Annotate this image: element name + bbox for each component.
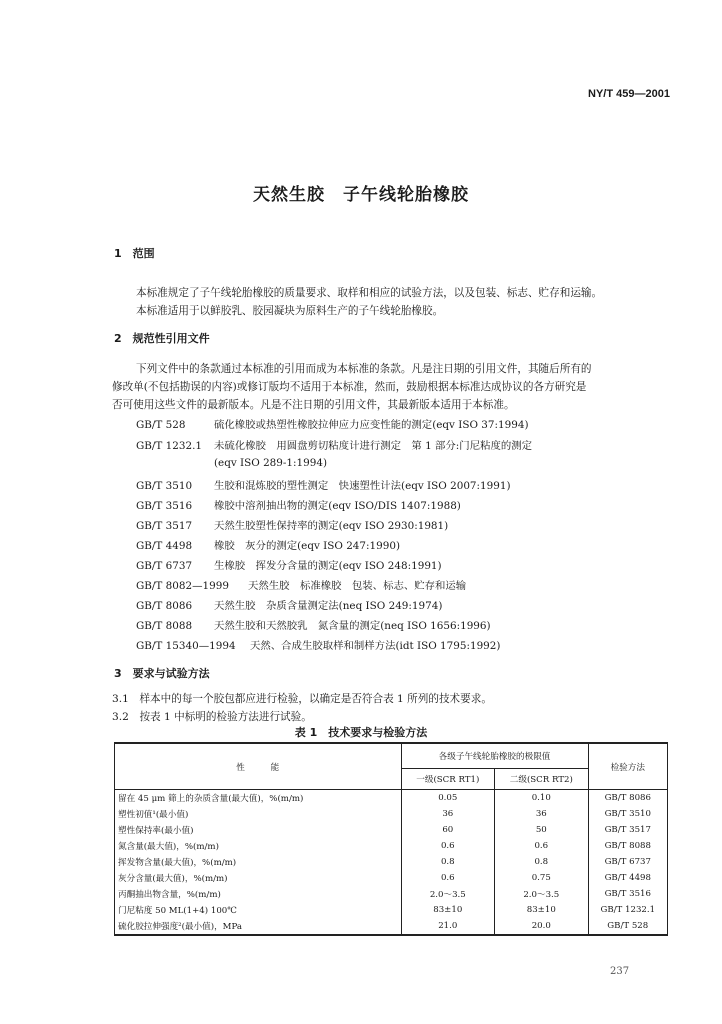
reference-code: GB/T 3516 — [136, 500, 193, 512]
cell-method: GB/T 4498 — [588, 870, 667, 886]
reference-item — [136, 497, 461, 512]
cell-grade2: 0.75 — [495, 870, 589, 886]
section-2-intro-line: 否可使用这些文件的最新版本。凡是不注日期的引用文件，其最新版本适用于本标准。 — [112, 399, 515, 411]
reference-title: 天然生胶 标准橡胶 包装、标志、贮存和运输 — [248, 580, 467, 592]
reference-title: 天然、合成生胶取样和制样方法(idt ISO 1795:1992) — [250, 640, 501, 652]
table-caption: 表 1 技术要求与检验方法 — [294, 726, 428, 739]
cell-method: GB/T 3516 — [588, 886, 667, 902]
table-row — [115, 822, 668, 838]
cell-method: GB/T 8086 — [588, 790, 667, 807]
table-row — [115, 854, 668, 870]
reference-item — [136, 457, 327, 469]
reference-title: 天然生胶 杂质含量测定法(neq ISO 249:1974) — [214, 600, 443, 612]
page-number: 237 — [610, 966, 630, 977]
cell-property: 氮含量(最大值)，%(m/m) — [115, 838, 402, 854]
reference-title: 未硫化橡胶 用圆盘剪切粘度计进行测定 第 1 部分:门尼粘度的测定 — [214, 440, 533, 452]
table-row — [115, 806, 668, 822]
reference-item — [136, 557, 442, 572]
section-2-intro-line: 下列文件中的条款通过本标准的引用而成为本标准的条款。凡是注日期的引用文件，其随后所有的 — [136, 363, 592, 375]
reference-item — [136, 537, 400, 552]
table-row — [115, 838, 668, 854]
reference-code: GB/T 3510 — [136, 480, 193, 492]
cell-grade2: 0.10 — [495, 790, 589, 807]
cell-grade1: 21.0 — [401, 918, 495, 935]
cell-property: 灰分含量(最大值)，%(m/m) — [115, 870, 402, 886]
section-1-paragraph: 本标准适用于以鲜胶乳、胶园凝块为原料生产的子午线轮胎橡胶。 — [136, 305, 444, 317]
cell-grade1: 2.0～3.5 — [401, 886, 495, 902]
cell-grade1: 60 — [401, 822, 495, 838]
section-3-item: 3.1 样本中的每一个胶包都应进行检验，以确定是否符合表 1 所列的技术要求。 — [112, 693, 492, 705]
section-3-item: 3.2 按表 1 中标明的检验方法进行试验。 — [112, 711, 312, 723]
reference-title: (eqv ISO 289-1:1994) — [214, 457, 328, 469]
reference-code: GB/T 6737 — [136, 560, 193, 572]
cell-property: 丙酮抽出物含量，%(m/m) — [115, 886, 402, 902]
reference-item — [136, 437, 532, 452]
section-3-heading: 3 要求与试验方法 — [114, 667, 210, 680]
cell-property: 塑性保持率(最小值) — [115, 822, 402, 838]
header-property: 性 能 — [115, 743, 402, 790]
reference-title: 天然生胶和天然胶乳 氮含量的测定(neq ISO 1656:1996) — [214, 620, 491, 632]
reference-title: 生橡胶 挥发分含量的测定(eqv ISO 248:1991) — [214, 560, 442, 572]
table-row — [115, 870, 668, 886]
reference-title: 橡胶中溶剂抽出物的测定(eqv ISO/DIS 1407:1988) — [214, 500, 461, 512]
cell-method: GB/T 528 — [588, 918, 667, 935]
cell-property: 留在 45 μm 筛上的杂质含量(最大值)，%(m/m) — [115, 790, 402, 807]
header-method: 检验方法 — [588, 743, 667, 790]
reference-title: 生胶和混炼胶的塑性测定 快速塑性计法(eqv ISO 2007:1991) — [214, 480, 511, 492]
cell-method: GB/T 6737 — [588, 854, 667, 870]
cell-grade2: 0.8 — [495, 854, 589, 870]
cell-grade2: 20.0 — [495, 918, 589, 935]
reference-code: GB/T 528 — [136, 419, 186, 431]
cell-grade1: 0.05 — [401, 790, 495, 807]
reference-code: GB/T 15340—1994 — [136, 640, 236, 652]
cell-grade2: 50 — [495, 822, 589, 838]
reference-code: GB/T 3517 — [136, 520, 193, 532]
section-2-heading: 2 规范性引用文件 — [114, 332, 210, 345]
reference-title: 天然生胶塑性保持率的测定(eqv ISO 2930:1981) — [214, 520, 449, 532]
header-grade2: 二级(SCR RT2) — [495, 769, 589, 790]
cell-property: 挥发物含量(最大值)，%(m/m) — [115, 854, 402, 870]
reference-code: GB/T 8088 — [136, 620, 193, 632]
cell-grade2: 36 — [495, 806, 589, 822]
reference-code: GB/T 8086 — [136, 600, 193, 612]
reference-item — [136, 617, 491, 632]
cell-grade1: 83±10 — [401, 902, 495, 918]
cell-property: 门尼粘度 50 ML(1+4) 100℃ — [115, 902, 402, 918]
cell-method: GB/T 1232.1 — [588, 902, 667, 918]
reference-item — [136, 416, 529, 431]
table-row — [115, 790, 668, 807]
cell-grade1: 36 — [401, 806, 495, 822]
document-title: 天然生胶 子午线轮胎橡胶 — [253, 185, 469, 205]
cell-property: 塑性初值¹(最小值) — [115, 806, 402, 822]
reference-item — [136, 577, 466, 592]
header-limit-group: 各级子午线轮胎橡胶的极限值 — [401, 743, 588, 769]
cell-grade2: 0.6 — [495, 838, 589, 854]
reference-code: GB/T 1232.1 — [136, 440, 203, 452]
section-2-intro-line: 修改单(不包括勘误的内容)或修订版均不适用于本标准，然而，鼓励根据本标准达成协议的各方研究是 — [112, 381, 587, 393]
reference-item — [136, 477, 511, 492]
section-1-heading: 1 范围 — [114, 247, 155, 260]
reference-code: GB/T 8082—1999 — [136, 580, 229, 592]
reference-item — [136, 637, 500, 652]
cell-grade1: 0.6 — [401, 870, 495, 886]
cell-grade1: 0.8 — [401, 854, 495, 870]
table-row — [115, 918, 668, 935]
spec-table — [114, 742, 668, 936]
cell-method: GB/T 3517 — [588, 822, 667, 838]
header-grade1: 一级(SCR RT1) — [401, 769, 495, 790]
section-1-paragraph: 本标准规定了子午线轮胎橡胶的质量要求、取样和相应的试验方法，以及包装、标志、贮存和运输。 — [136, 287, 603, 299]
reference-item — [136, 517, 448, 532]
cell-method: GB/T 8088 — [588, 838, 667, 854]
reference-item — [136, 597, 442, 612]
cell-grade2: 2.0～3.5 — [495, 886, 589, 902]
reference-title: 硫化橡胶或热塑性橡胶拉伸应力应变性能的测定(eqv ISO 37:1994) — [214, 419, 529, 431]
table-row — [115, 902, 668, 918]
reference-title: 橡胶 灰分的测定(eqv ISO 247:1990) — [214, 540, 401, 552]
cell-property: 硫化胶拉伸强度²(最小值)，MPa — [115, 918, 402, 935]
cell-grade1: 0.6 — [401, 838, 495, 854]
table-row — [115, 886, 668, 902]
reference-code: GB/T 4498 — [136, 540, 193, 552]
standard-code: NY/T 459—2001 — [588, 88, 670, 100]
cell-method: GB/T 3510 — [588, 806, 667, 822]
cell-grade2: 83±10 — [495, 902, 589, 918]
